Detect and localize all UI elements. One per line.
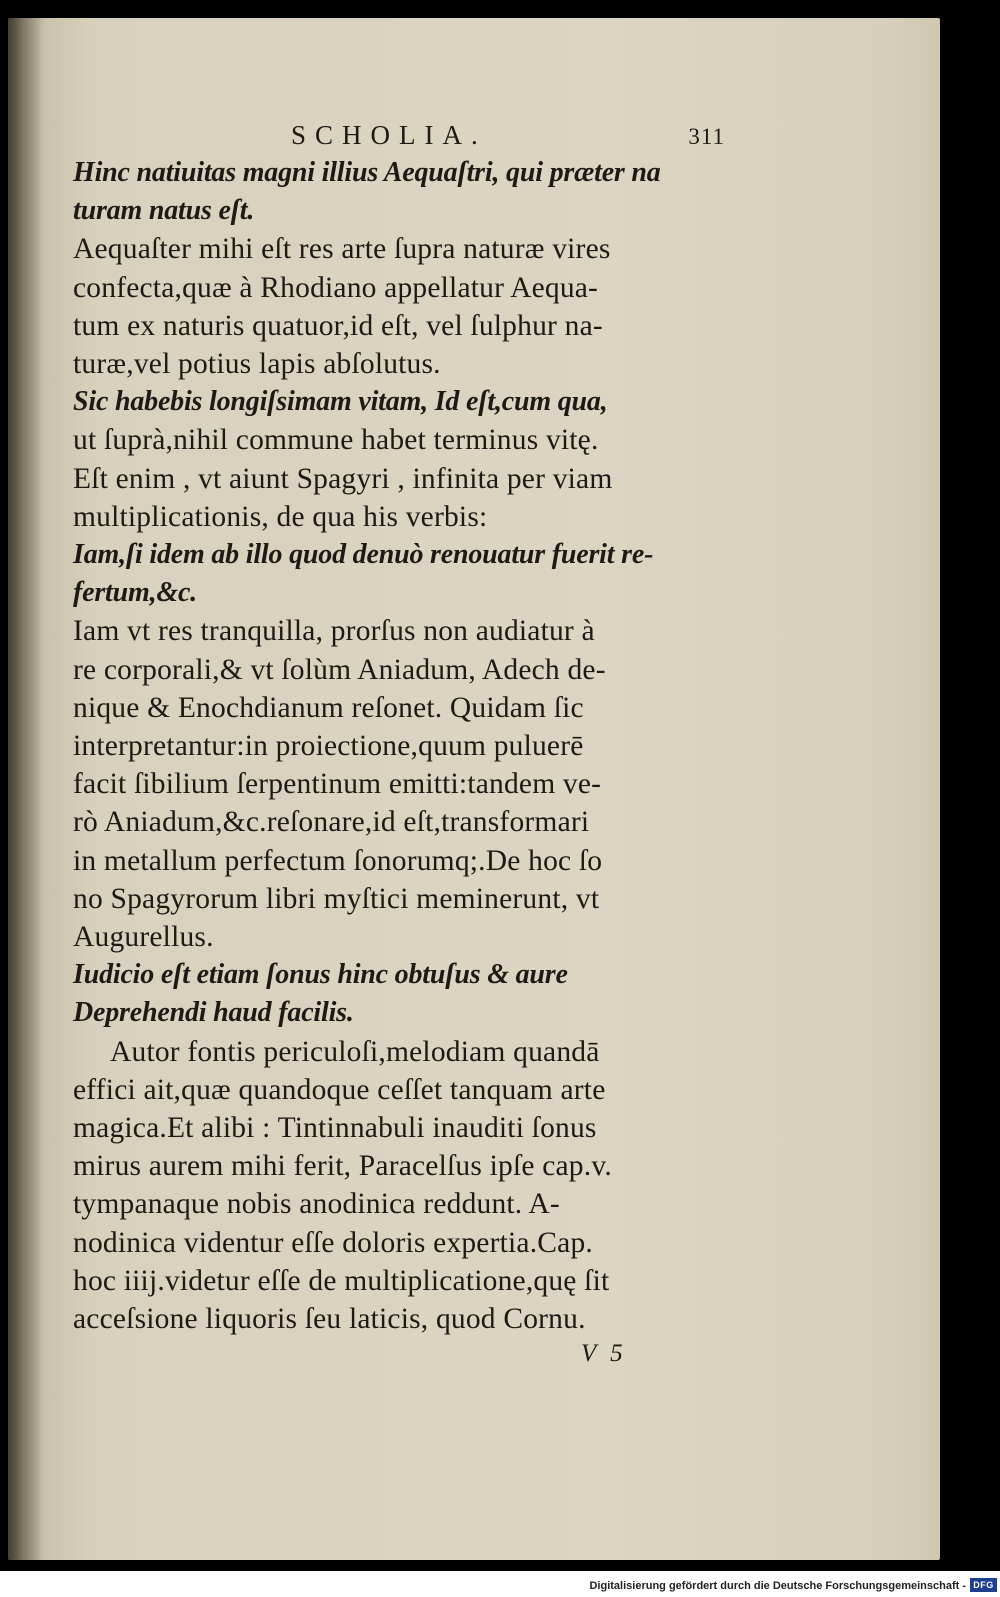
text-line: mirus aurem mihi ferit, Paracelſus ipſe cap.v. xyxy=(73,1150,612,1183)
text-line: Eſt enim , vt aiunt Spagyri , infinita per viam xyxy=(73,462,613,495)
funding-credit: Digitalisierung gefördert durch die Deutsche Forschungsgemeinschaft - xyxy=(589,1580,966,1592)
gutter-shadow xyxy=(8,18,42,1560)
page-number: 311 xyxy=(688,124,725,149)
text-line: facit ſibilium ſerpentinum emitti:tandem ve- xyxy=(73,768,602,801)
text-line: in metallum perfectum ſonorumq;.De hoc ſo xyxy=(73,844,603,877)
text-line: rò Aniadum,&c.reſonare,id eſt,transformari xyxy=(73,806,590,839)
text-line: hoc iiij.videtur eſſe de multiplicatione,quę ſit xyxy=(73,1264,610,1297)
text-line: effici ait,quæ quandoque ceſſet tanquam arte xyxy=(73,1073,606,1106)
text-line: nique & Enochdianum reſonet. Quidam ſic xyxy=(73,691,584,724)
text-line: tum ex naturis quatuor,id eſt, vel ſulphur na- xyxy=(73,309,603,342)
signature-mark: V 5 xyxy=(581,1340,627,1368)
text-line: Iam,ſi idem ab illo quod denuò renouatur fuerit re- xyxy=(73,539,654,571)
text-line: fertum,&c. xyxy=(73,577,197,609)
text-line: Autor fontis periculoſi,melodiam quandā xyxy=(110,1035,600,1068)
running-head xyxy=(73,110,733,154)
text-line: acceſsione liquoris ſeu laticis, quod Cornu. xyxy=(73,1303,586,1336)
book-page xyxy=(8,18,940,1560)
body-text xyxy=(73,154,733,1338)
text-line: Hinc natiuitas magni illius Aequaſtri, qui præter na xyxy=(73,157,661,188)
text-line: Deprehendi haud facilis. xyxy=(73,997,354,1029)
text-line: interpretantur:in proiectione,quum puluerē xyxy=(73,730,584,763)
dfg-logo-icon: DFG xyxy=(970,1578,997,1592)
signature-mark-row xyxy=(73,1338,733,1378)
text-line: magica.Et alibi : Tintinnabuli inauditi ſonus xyxy=(73,1112,597,1145)
text-line: Iam vt res tranquilla, prorſus non audiatur à xyxy=(73,615,595,648)
text-line: Iudicio eſt etiam ſonus hinc obtuſus & aure xyxy=(73,959,568,991)
text-line: tympanaque nobis anodinica reddunt. A- xyxy=(73,1188,560,1221)
text-line: Augurellus. xyxy=(73,921,214,954)
text-line: confecta,quæ à Rhodiano appellatur Aequa- xyxy=(73,271,599,304)
running-head-title: SCHOLIA. xyxy=(291,120,487,150)
text-line: nodinica videntur eſſe doloris expertia.Cap. xyxy=(73,1226,593,1259)
digitization-footer xyxy=(0,1571,1000,1597)
text-line: ut ſuprà,nihil commune habet terminus vitę. xyxy=(73,424,599,457)
text-line: no Spagyrorum libri myſtici meminerunt, vt xyxy=(73,882,600,915)
text-line: Sic habebis longiſsimam vitam, Id eſt,cum qua, xyxy=(73,386,608,418)
text-line: re corporali,& vt ſolùm Aniadum, Adech de- xyxy=(73,653,606,686)
text-line: Aequaſter mihi eſt res arte ſupra naturæ vires xyxy=(73,233,611,266)
text-line: turam natus eſt. xyxy=(73,195,255,227)
text-line: multiplicationis, de qua his verbis: xyxy=(73,500,488,533)
text-line: turæ,vel potius lapis abſolutus. xyxy=(73,348,441,381)
page-text-block xyxy=(73,110,733,1378)
